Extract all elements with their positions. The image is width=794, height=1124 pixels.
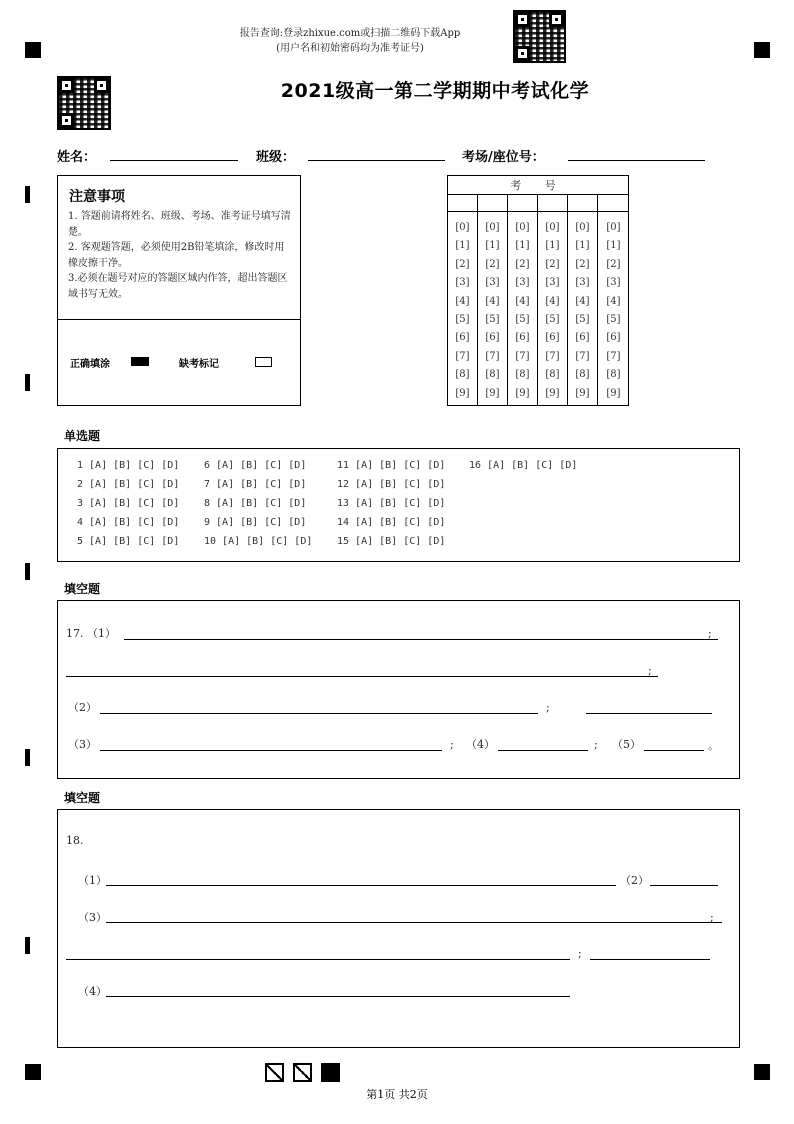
exam-digit-bubble[interactable]: [8] [485,369,500,381]
exam-digit-bubble[interactable]: [6] [545,332,560,344]
q18-4-label: （4） [78,985,107,998]
notice-item: 1. 答题前请将姓名、班级、考场、准考证号填写清楚。 [68,211,291,238]
query-instruction-note: (用户名和初始密码均为准考证号) [276,43,424,54]
exam-number-title: 考 号 [448,176,628,195]
notice-box [57,175,301,406]
exam-number-write-box[interactable] [568,195,597,212]
exam-number-write-box[interactable] [598,195,629,212]
choice-question[interactable]: 9 [A] [B] [C] [D] [204,517,307,528]
exam-digit-bubble[interactable]: [1] [515,240,530,252]
exam-digit-bubble[interactable]: [1] [455,240,470,252]
q17-4-label: （4） [466,738,495,751]
choice-question[interactable]: 12 [A] [B] [C] [D] [337,479,446,490]
choice-question[interactable]: 2 [A] [B] [C] [D] [77,479,180,490]
exam-digit-bubble[interactable]: [6] [606,332,621,344]
room-seat-label: 考场/座位号： [462,150,545,165]
exam-digit-bubble[interactable]: [7] [545,350,560,362]
exam-number-write-box[interactable] [508,195,537,212]
exam-digit-bubble[interactable]: [8] [515,369,530,381]
q17-separator: ; [648,664,652,677]
exam-number-column [568,195,598,405]
exam-number-column [538,195,568,405]
absent-mark-label: 缺考标记 [179,359,219,370]
absent-mark-box[interactable] [255,357,272,367]
q18-separator: ; [710,911,714,924]
exam-digit-bubble[interactable]: [7] [485,350,500,362]
exam-number-column [448,195,478,405]
choice-question[interactable]: 1 [A] [B] [C] [D] [77,460,180,471]
q17-2-answer-line[interactable] [100,713,538,714]
exam-digit-bubble[interactable]: [9] [606,387,621,399]
exam-digit-bubble[interactable]: [8] [575,369,590,381]
exam-digit-bubble[interactable]: [5] [545,314,560,325]
fill-blank-box-17 [57,600,740,779]
single-choice-box [57,448,740,562]
choice-question[interactable]: 15 [A] [B] [C] [D] [337,536,446,547]
exam-number-write-box[interactable] [448,195,477,212]
qr-code-top [513,10,566,63]
notice-body [68,209,294,303]
exam-number-column [508,195,538,405]
fill-blank-title-17: 填空题 [64,582,101,596]
exam-number-column [478,195,508,405]
exam-digit-bubble[interactable]: [3] [455,277,470,289]
q17-2-label: （2） [68,701,97,714]
exam-digit-bubble[interactable]: [6] [455,332,470,344]
q17-separator: ; [594,738,598,751]
exam-digit-bubble[interactable]: [3] [485,277,500,289]
page-type-mark-filled [321,1063,340,1082]
timing-mark [25,186,30,203]
exam-digit-bubble[interactable]: [3] [545,277,560,289]
q17-5-answer-line[interactable] [644,750,704,751]
exam-digit-bubble[interactable]: [9] [575,387,590,399]
single-choice-title: 单选题 [64,429,101,443]
exam-digit-bubble[interactable]: [7] [515,350,530,362]
exam-digit-bubble[interactable]: [2] [485,258,500,270]
exam-digit-bubble[interactable]: [4] [575,295,590,307]
exam-digit-bubble[interactable]: [5] [606,314,621,325]
exam-digit-bubble[interactable]: [1] [485,240,500,252]
choice-question[interactable]: 8 [A] [B] [C] [D] [204,498,307,509]
q18-2-label: （2） [620,874,649,887]
choice-question[interactable]: 4 [A] [B] [C] [D] [77,517,180,528]
choice-question[interactable]: 13 [A] [B] [C] [D] [337,498,446,509]
q17-separator: ; [708,627,712,640]
notice-item: 2. 客观题答题，必须使用2B铅笔填涂，修改时用橡皮擦干净。 [68,242,285,269]
page-number: 第1页 共2页 [366,1088,428,1101]
q18-4-answer-line[interactable] [106,996,570,997]
exam-digit-bubble[interactable]: [2] [455,258,470,270]
exam-number-write-box[interactable] [538,195,567,212]
q18-2-answer-line[interactable] [650,885,718,886]
exam-digit-bubble[interactable]: [4] [545,295,560,307]
exam-digit-bubble[interactable]: [2] [545,258,560,270]
exam-digit-bubble[interactable]: [5] [455,314,470,325]
exam-digit-bubble[interactable]: [9] [455,387,470,399]
choice-question[interactable]: 14 [A] [B] [C] [D] [337,517,446,528]
q17-end-mark: 。 [708,739,719,752]
q17-1-answer-line-2[interactable] [66,676,658,677]
choice-question[interactable]: 5 [A] [B] [C] [D] [77,536,180,547]
q18-1-answer-line[interactable] [106,885,616,886]
q17-5-label: （5） [612,738,641,751]
exam-digit-bubble[interactable]: [0] [455,222,470,233]
timing-mark [25,374,30,391]
exam-digit-bubble[interactable]: [5] [485,314,500,325]
exam-digit-bubble[interactable]: [8] [606,369,621,381]
qr-code-left [57,76,111,130]
q18-3-label: （3） [78,911,107,924]
page-type-mark [293,1063,312,1082]
exam-digit-bubble[interactable]: [4] [485,295,500,307]
q18-separator: ; [578,947,582,960]
room-seat-field[interactable] [568,160,705,161]
page-type-mark [265,1063,284,1082]
notice-title: 注意事项 [69,189,125,205]
page-title: 2021级高一第二学期期中考试化学 [280,80,590,102]
choice-question[interactable]: 7 [A] [B] [C] [D] [204,479,307,490]
timing-mark [25,937,30,954]
exam-digit-bubble[interactable]: [6] [485,332,500,344]
exam-digit-bubble[interactable]: [0] [515,222,530,233]
exam-digit-bubble[interactable]: [7] [455,350,470,362]
q18-label: 18. [66,834,84,847]
exam-digit-bubble[interactable]: [5] [575,314,590,325]
choice-question[interactable]: 10 [A] [B] [C] [D] [204,536,313,547]
q17-1-answer-line[interactable] [124,639,718,640]
exam-digit-bubble[interactable]: [1] [606,240,621,252]
exam-digit-bubble[interactable]: [3] [606,277,621,289]
exam-digit-bubble[interactable]: [3] [575,277,590,289]
notice-divider [58,319,300,320]
exam-digit-bubble[interactable]: [7] [606,350,621,362]
exam-digit-bubble[interactable]: [1] [575,240,590,252]
fill-blank-title-18: 填空题 [64,791,101,805]
exam-digit-bubble[interactable]: [0] [575,222,590,233]
timing-mark [25,563,30,580]
exam-digit-bubble[interactable]: [8] [455,369,470,381]
q17-4-answer-line[interactable] [498,750,588,751]
choice-question[interactable]: 6 [A] [B] [C] [D] [204,460,307,471]
correct-fill-label: 正确填涂 [70,359,110,370]
exam-digit-bubble[interactable]: [4] [606,295,621,307]
choice-question[interactable]: 3 [A] [B] [C] [D] [77,498,180,509]
fill-blank-box-18 [57,809,740,1048]
corner-mark-top-right [754,42,770,58]
exam-digit-bubble[interactable]: [9] [545,387,560,399]
q18-3-answer-line-2[interactable] [66,959,570,960]
choice-question[interactable]: 16 [A] [B] [C] [D] [469,460,578,471]
corner-mark-bottom-right [754,1064,770,1080]
exam-digit-bubble[interactable]: [0] [485,222,500,233]
timing-mark [25,749,30,766]
correct-fill-sample [131,357,149,366]
corner-mark-top-left [25,42,41,58]
exam-digit-bubble[interactable]: [0] [545,222,560,233]
exam-number-column [598,195,629,405]
exam-digit-bubble[interactable]: [2] [606,258,621,270]
name-field[interactable] [110,160,238,161]
choice-question[interactable]: 11 [A] [B] [C] [D] [337,460,446,471]
exam-digit-bubble[interactable]: [9] [515,387,530,399]
exam-digit-bubble[interactable]: [6] [515,332,530,344]
q18-3-answer-line[interactable] [106,922,722,923]
exam-digit-bubble[interactable]: [4] [455,295,470,307]
exam-digit-bubble[interactable]: [7] [575,350,590,362]
corner-mark-bottom-left [25,1064,41,1080]
q17-separator: ; [450,738,454,751]
exam-number-grid [447,175,629,406]
exam-digit-bubble[interactable]: [0] [606,222,621,233]
exam-digit-bubble[interactable]: [1] [545,240,560,252]
class-label: 班级： [256,150,296,165]
q17-3-answer-line[interactable] [100,750,442,751]
name-label: 姓名： [57,150,97,165]
query-instruction: 报告查询:登录zhixue.com或扫描二维码下载App [239,28,461,39]
exam-digit-bubble[interactable]: [9] [485,387,500,399]
exam-digit-bubble[interactable]: [8] [545,369,560,381]
q17-3-label: （3） [68,738,97,751]
exam-digit-bubble[interactable]: [2] [575,258,590,270]
exam-digit-bubble[interactable]: [2] [515,258,530,270]
exam-digit-bubble[interactable]: [3] [515,277,530,289]
notice-item: 3.必须在题号对应的答题区域内作答，超出答题区域书写无效。 [68,273,288,300]
exam-number-write-box[interactable] [478,195,507,212]
exam-digit-bubble[interactable]: [5] [515,314,530,325]
q17-label: 17. （1） [66,627,116,640]
q18-3-answer-line-b[interactable] [590,959,710,960]
q17-separator: ; [546,701,550,714]
exam-digit-bubble[interactable]: [4] [515,295,530,307]
q18-1-label: （1） [78,874,107,887]
exam-digit-bubble[interactable]: [6] [575,332,590,344]
q17-2-answer-line-b[interactable] [586,713,712,714]
class-field[interactable] [308,160,445,161]
